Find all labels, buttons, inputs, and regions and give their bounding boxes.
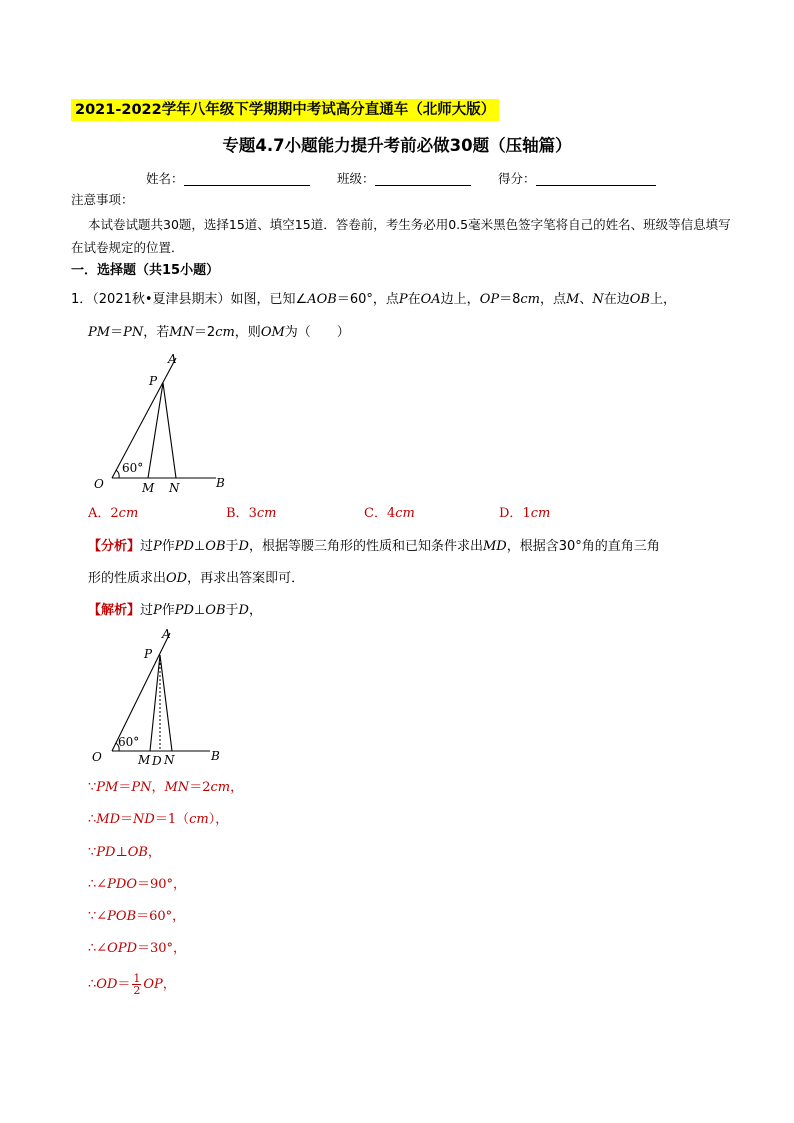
fraction-denominator: 2 (133, 984, 141, 997)
analysis-var: OB (205, 539, 226, 554)
step-symbol: ∴ (88, 977, 97, 992)
step-symbol: ∴∠ (88, 941, 108, 956)
label-angle: 60° (122, 461, 144, 475)
step-text: ， (230, 780, 244, 795)
step-var: OB (127, 845, 148, 860)
analysis-text: 作 (161, 539, 175, 554)
q1-text: ＝60°，点 (336, 292, 399, 307)
choice-unit: cm (256, 506, 277, 521)
q1-text: ＝2 (193, 325, 216, 340)
name-label: 姓名： (146, 171, 184, 186)
choice-c[interactable] (364, 503, 415, 525)
step-var: cm (189, 812, 209, 827)
choice-unit: cm (118, 506, 139, 521)
analysis-text: 过 (140, 539, 154, 554)
step-var: PD (96, 845, 116, 860)
solution-var: D (238, 603, 249, 618)
label-angle: 60° (118, 735, 140, 749)
step-symbol: ∴ (88, 812, 97, 827)
fraction (132, 973, 141, 996)
analysis-var: OD (166, 571, 188, 586)
label-o: O (94, 477, 104, 491)
q1-var: P (398, 292, 408, 307)
step-var: OD (96, 977, 118, 992)
segment-pn (160, 655, 172, 751)
q1-text: ，若 (143, 325, 170, 340)
score-blank (536, 171, 656, 186)
step-text: ＝ (117, 977, 131, 992)
name-blank (184, 171, 310, 186)
solution-text: 过 (140, 603, 154, 618)
segment-pn (163, 383, 176, 478)
choice-letter: C． (364, 506, 387, 521)
solution-step (88, 906, 185, 928)
solution-line (88, 599, 262, 623)
analysis-text: ⊥ (193, 539, 206, 554)
choice-letter: A． (88, 506, 111, 521)
q1-text: 上， (649, 292, 676, 307)
q1-var: OA (420, 292, 441, 307)
step-text: ＝60°， (136, 909, 186, 924)
q1-var: MN (169, 325, 194, 340)
solution-figure (88, 625, 238, 773)
analysis-var: P (153, 539, 162, 554)
label-p: P (149, 374, 158, 388)
question1-line1 (71, 288, 676, 312)
label-a: A (162, 627, 171, 641)
label-m: M (142, 481, 155, 495)
question-number: 1． (71, 292, 93, 307)
q1-text: 为（ ） (284, 325, 350, 340)
analysis-tag: 【分析】 (88, 539, 141, 554)
step-var: ND (133, 812, 155, 827)
label-a: A (168, 352, 177, 366)
choice-value: 3 (248, 506, 257, 521)
section-heading: 一．选择题（共15小题） (71, 263, 220, 278)
step-var: PN (131, 780, 152, 795)
step-var: MD (96, 812, 121, 827)
step-text: ＝90°， (137, 877, 187, 892)
analysis-line2 (88, 567, 304, 591)
question-source: （2021秋•夏津县期末） (92, 292, 231, 307)
analysis-text: ，根据含30°角的直角三角 (506, 539, 660, 554)
analysis-var: PD (174, 539, 194, 554)
angle-arc (116, 470, 119, 478)
solution-text: 于 (225, 603, 239, 618)
label-o: O (92, 750, 102, 764)
page-title: 专题4.7小题能力提升考前必做30题（压轴篇） (222, 136, 572, 155)
score-label: 得分： (498, 171, 536, 186)
choice-letter: B． (226, 506, 249, 521)
q1-var: PM (88, 325, 111, 340)
q1-text: ，点 (539, 292, 566, 307)
class-label: 班级： (337, 171, 375, 186)
solution-text: ， (248, 603, 262, 618)
header-banner: 2021-2022学年八年级下学期期中考试高分直通车（北师大版） (71, 99, 499, 121)
step-text: ⊥ (115, 845, 128, 860)
step-symbol: ∵ (88, 780, 97, 795)
step-var: MN (164, 780, 190, 795)
q1-var: N (592, 292, 604, 307)
step-text: ＝1（ (154, 812, 190, 827)
step-symbol: ∴∠ (88, 877, 108, 892)
q1-var: OP (479, 292, 500, 307)
choice-value: 4 (386, 506, 396, 521)
q1-var: AOB (307, 292, 337, 307)
solution-step-fraction (88, 970, 176, 1000)
label-b: B (211, 749, 220, 763)
choice-unit: cm (530, 506, 551, 521)
q1-var: cm (520, 292, 540, 307)
solution-var: PD (174, 603, 194, 618)
analysis-text: 形的性质求出 (88, 571, 167, 586)
label-m: M (138, 753, 151, 767)
q1-var: PN (123, 325, 144, 340)
solution-step (88, 938, 186, 960)
step-text: ＝ (120, 812, 134, 827)
q1-text: 在边 (603, 292, 630, 307)
analysis-text: ，根据等腰三角形的性质和已知条件求出 (248, 539, 483, 554)
step-var: OP (143, 977, 163, 992)
q1-var: M (566, 292, 580, 307)
q1-text: ＝ (110, 325, 124, 340)
step-symbol: ∵∠ (88, 909, 108, 924)
step-var: OPD (107, 941, 137, 956)
q1-text: ＝8 (499, 292, 521, 307)
choice-d[interactable] (499, 503, 550, 525)
step-var: POB (107, 909, 137, 924)
analysis-line1 (88, 535, 660, 559)
score-field (498, 169, 656, 189)
name-field (146, 169, 310, 189)
class-field (337, 169, 471, 189)
step-text: ＝30°， (137, 941, 187, 956)
ray-oa (112, 358, 176, 478)
solution-step (88, 809, 228, 831)
choice-unit: cm (395, 506, 415, 521)
q1-text: 如图，已知∠ (230, 292, 308, 307)
analysis-text: 于 (225, 539, 239, 554)
analysis-var: MD (482, 539, 507, 554)
choice-value: 1 (522, 506, 531, 521)
q1-var: OB (629, 292, 650, 307)
step-var: PDO (107, 877, 137, 892)
step-text: ， (147, 845, 161, 860)
solution-var: OB (205, 603, 226, 618)
choice-b[interactable] (226, 503, 276, 525)
analysis-var: D (238, 539, 249, 554)
analysis-text: ，再求出答案即可． (187, 571, 305, 586)
step-var: PM (96, 780, 119, 795)
solution-tag: 【解析】 (88, 603, 141, 618)
step-text: ， (162, 977, 176, 992)
class-blank (375, 171, 471, 186)
choice-a[interactable] (88, 503, 138, 525)
q1-text: 在 (407, 292, 421, 307)
label-p: P (144, 647, 153, 661)
solution-step (88, 874, 186, 896)
notice-heading: 注意事项： (71, 192, 134, 207)
label-n: N (169, 481, 180, 495)
label-n: N (164, 753, 175, 767)
label-b: B (216, 476, 225, 490)
solution-text: 作 (161, 603, 175, 618)
step-text: ， (151, 780, 165, 795)
q1-text: ，则 (234, 325, 261, 340)
step-var: cm (210, 780, 231, 795)
notice-body: 本试卷试题共30题，选择15道、填空15道．答卷前，考生务必用0.5毫米黑色签字笔将自己的姓名、班级等信息填写在试卷规定的位置． (71, 217, 731, 255)
choice-value: 2 (110, 506, 119, 521)
step-text: ＝ (118, 780, 132, 795)
question1-line2 (88, 321, 350, 345)
question-figure (88, 350, 248, 500)
choice-letter: D． (499, 506, 523, 521)
q1-var: cm (215, 325, 235, 340)
ray-oa (112, 633, 170, 751)
q1-text: 、 (579, 292, 593, 307)
solution-text: ⊥ (193, 603, 206, 618)
label-d: D (152, 754, 162, 768)
step-symbol: ∵ (88, 845, 97, 860)
q1-var: OM (260, 325, 285, 340)
solution-step (88, 842, 161, 864)
fraction-numerator: 1 (133, 972, 141, 985)
solution-step (88, 777, 243, 799)
q1-text: 边上， (440, 292, 480, 307)
step-text: ）， (208, 812, 229, 827)
step-text: ＝2 (189, 780, 211, 795)
solution-var: P (153, 603, 162, 618)
